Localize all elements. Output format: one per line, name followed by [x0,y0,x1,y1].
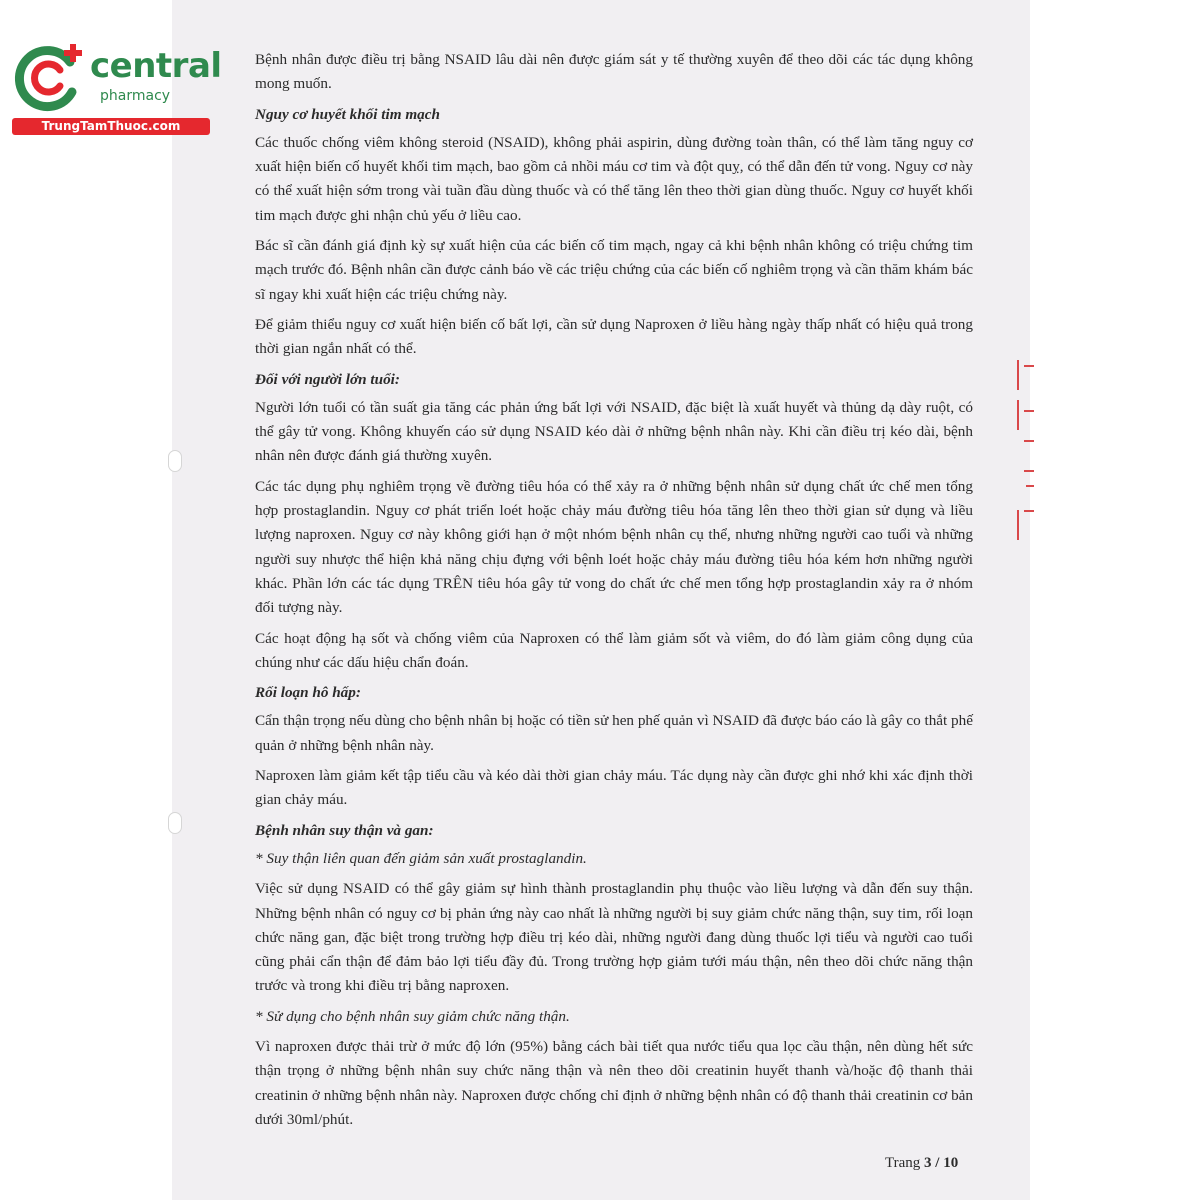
brand-name: central [90,46,222,86]
note: * Sử dụng cho bệnh nhân suy giảm chức năng thận. [255,1007,570,1025]
document-body [255,48,973,1138]
paragraph: Các hoạt động hạ sốt và chống viêm của Naproxen có thể làm giảm sốt và viêm, do đó làm giảm công dụng của chúng như các dấu hiệu chẩn đoán. [255,629,973,671]
punch-hole [168,812,182,834]
website-banner[interactable]: TrungTamThuoc.com [12,118,210,135]
red-stamp-fragment [1014,360,1038,550]
paragraph: Bác sĩ cần đánh giá định kỳ sự xuất hiện của các biến cố tim mạch, ngay cả khi bệnh nhân không có triệu chứng tim mạch trước đó. Bệnh nhân cần được cảnh báo về các triệu chứng của các biến cố nghiêm trọng và cần thăm khám bác sĩ ngay khi xuất hiện các triệu chứng này. [255,237,973,303]
paragraph: Bệnh nhân được điều trị bằng NSAID lâu dài nên được giám sát y tế thường xuyên để theo dõi các tác dụng không mong muốn. [255,51,973,93]
paragraph: Các thuốc chống viêm không steroid (NSAID), không phải aspirin, dùng đường toàn thân, có thể làm tăng nguy cơ xuất hiện biến cố huyết khối tim mạch, bao gồm cả nhồi máu cơ tim và đột quỵ, có thể dẫn đến tử vong. Nguy cơ này có thể xuất hiện sớm trong vài tuần đầu dùng thuốc và có thể tăng lên theo thời gian dùng thuốc. Nguy cơ huyết khối tim mạch được ghi nhận chủ yếu ở liều cao. [255,133,973,224]
section-heading-respiratory: Rối loạn hô hấp: [255,684,361,702]
note: * Suy thận liên quan đến giảm sản xuất prostaglandin. [255,849,587,867]
paragraph: Cẩn thận trọng nếu dùng cho bệnh nhân bị hoặc có tiền sử hen phế quản vì NSAID đã được báo cáo là gây co thắt phế quản ở những bệnh nhân này. [255,712,973,754]
paragraph: Để giảm thiểu nguy cơ xuất hiện biến cố bất lợi, cần sử dụng Naproxen ở liều hàng ngày thấp nhất có hiệu quả trong thời gian ngắn nhất có thể. [255,315,973,358]
pharmacy-cross-icon [10,38,90,118]
brand-subtitle: pharmacy [100,88,171,104]
page-count: 3 / 10 [924,1155,959,1171]
page-label: Trang [885,1155,921,1171]
section-heading-renal-hepatic: Bệnh nhân suy thận và gan: [255,821,434,839]
section-heading-elderly: Đối với người lớn tuổi: [255,370,400,388]
page-number [885,1155,958,1172]
section-heading-cardiovascular: Nguy cơ huyết khối tim mạch [255,105,440,123]
paragraph: Vì naproxen được thải trừ ở mức độ lớn (95%) bằng cách bài tiết qua nước tiểu qua lọc cầu thận, nên dùng hết sức thận trọng ở những bệnh nhân suy chức năng thận và nên theo dõi creatinin huyết thanh và/hoặc độ thanh thải creatinin ở những bệnh nhân này. Naproxen được chống chỉ định ở những bệnh nhân có độ thanh thải creatinin cơ bản dưới 30ml/phút. [255,1037,973,1128]
paragraph: Người lớn tuổi có tần suất gia tăng các phản ứng bất lợi với NSAID, đặc biệt là xuất huyết và thủng dạ dày ruột, có thể gây tử vong. Không khuyến cáo sử dụng NSAID kéo dài ở những bệnh nhân này. Khi cần điều trị kéo dài, bệnh nhân nên được đánh giá thường xuyên. [255,398,973,465]
central-pharmacy-logo [10,38,220,138]
paragraph: Các tác dụng phụ nghiêm trọng về đường tiêu hóa có thể xảy ra ở những bệnh nhân sử dụng chất ức chế men tổng hợp prostaglandin. Nguy cơ phát triển loét hoặc chảy máu đường tiêu hóa tăng lên theo thời gian sử dụng và liều lượng naproxen. Nguy cơ này không giới hạn ở một nhóm bệnh nhân cụ thể, nhưng những người cao tuổi và những người suy nhược thể hiện khả năng chịu đựng với bệnh loét hoặc chảy máu đường tiêu hóa kém hơn những người khác. Phần lớn các tác dụng TRÊN tiêu hóa gây tử vong do chất ức chế men tổng hợp prostaglandin xảy ra ở nhóm đối tượng này. [255,477,973,617]
paragraph: Việc sử dụng NSAID có thể gây giảm sự hình thành prostaglandin phụ thuộc vào liều lượng và dẫn đến suy thận. Những bệnh nhân có nguy cơ bị phản ứng này cao nhất là những người bị suy giảm chức năng thận, suy tim, rối loạn chức năng gan, đặc biệt trong trường hợp điều trị kéo dài, những người đang dùng thuốc lợi tiểu và người cao tuổi cũng phải cẩn thận để đảm bảo lợi tiểu đầy đủ. Trong trường hợp giảm tưới máu thận, nên theo dõi chức năng thận trước và trong khi điều trị bằng naproxen. [255,880,973,995]
paragraph: Naproxen làm giảm kết tập tiểu cầu và kéo dài thời gian chảy máu. Tác dụng này cần được ghi nhớ khi xác định thời gian chảy máu. [255,767,973,809]
punch-hole [168,450,182,472]
